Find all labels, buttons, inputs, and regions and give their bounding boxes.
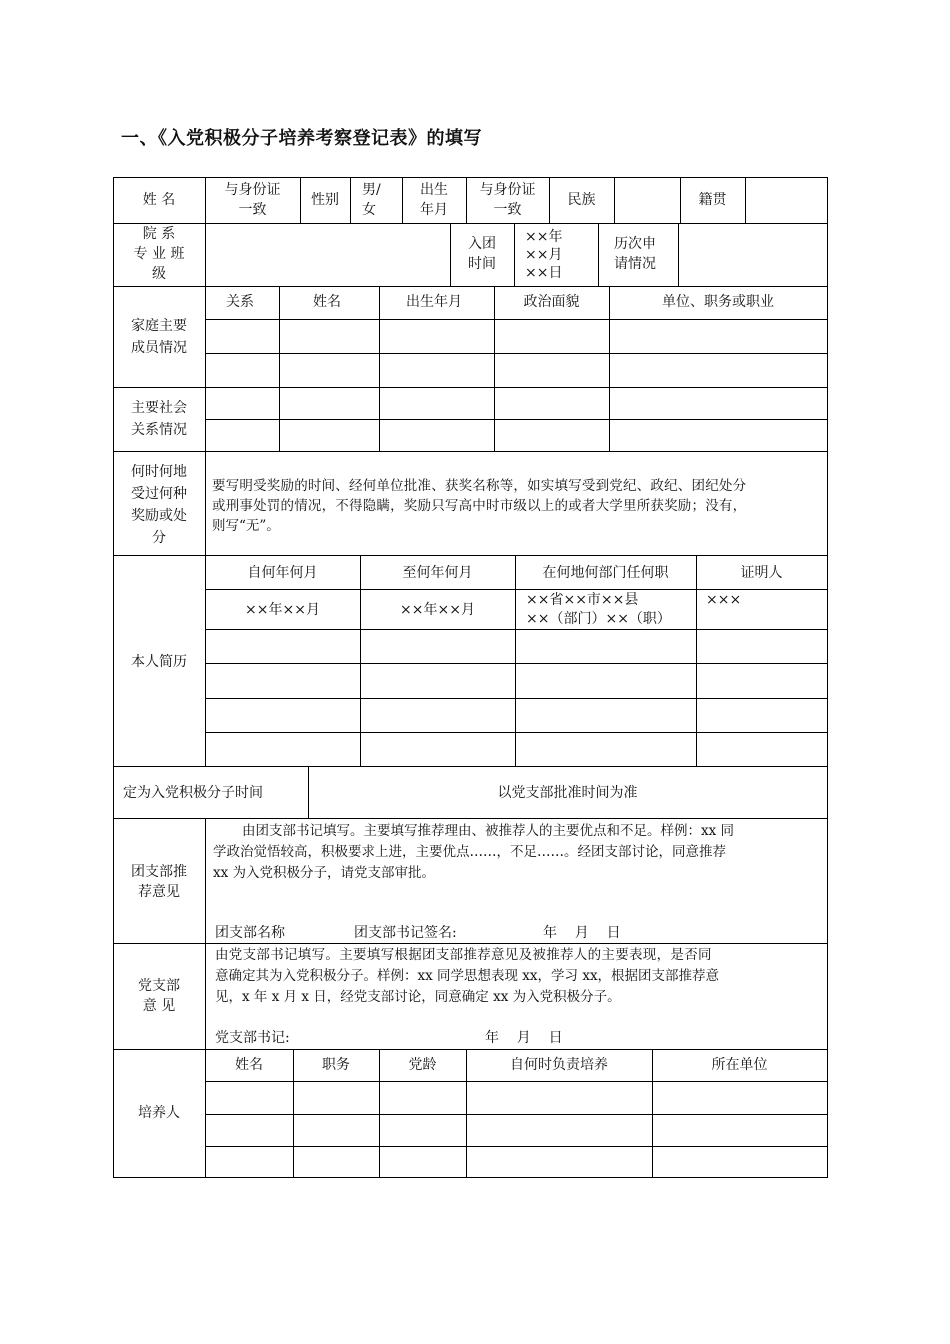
league-join-label-line1: 入团 — [468, 236, 496, 252]
trainer-header-unit: 所在单位 — [711, 1057, 768, 1073]
page-title: 一、《入党积极分子培养考察登记表》的填写 — [121, 128, 482, 149]
name-value-line1: 与身份证 — [224, 182, 281, 198]
awards-text-line1: 要写明受奖励的时间、经何单位批准、获奖名称等，如实填写受到党纪、政纪、团纪处分 — [212, 478, 747, 494]
family-header-political: 政治面貌 — [523, 294, 580, 310]
league-recommend-label-line1: 团支部推 — [131, 864, 187, 880]
department-label-line2: 专 业 班 — [133, 246, 185, 262]
league-join-label-line2: 时间 — [468, 256, 496, 272]
family-header-occupation: 单位、职务或职业 — [662, 294, 774, 310]
league-recommend-text-line1: 由团支部书记填写。主要填写推荐理由、被推荐人的主要优点和不足。样例：xx 同 — [242, 823, 735, 839]
awards-label-line2: 受过何种 — [131, 486, 187, 502]
awards-label-line4: 分 — [152, 530, 166, 546]
resume-header-from: 自何年何月 — [247, 565, 318, 581]
name-label: 姓 名 — [142, 192, 176, 208]
birth-value-line2: 一致 — [493, 202, 522, 218]
trainer-header-name: 姓名 — [235, 1057, 263, 1073]
awards-text-line3: 则写“无”。 — [212, 518, 280, 534]
resume-header-witness: 证明人 — [740, 565, 783, 581]
party-opinion-text-line2: 意确定其为入党积极分子。样例：xx 同学思想表现 xx，学习 xx，根据团支部推荐意 — [215, 968, 720, 984]
league-recommend-text-line2: 学政治觉悟较高，积极要求上进，主要优点……，不足……。经团支部讨论，同意推荐 — [213, 844, 726, 860]
resume-row1-from: ××年××月 — [245, 602, 320, 618]
trainer-header-party-age: 党龄 — [408, 1057, 437, 1073]
party-secretary-label: 党支部书记: — [215, 1030, 290, 1046]
party-opinion-text-line3: 见，x 年 x 月 x 日，经党支部讨论，同意确定 xx 为入党积极分子。 — [215, 989, 621, 1005]
trainer-header-since: 自何时负责培养 — [510, 1057, 608, 1073]
party-sign-date: 年 月 日 — [485, 1030, 563, 1046]
birth-label-line2: 年月 — [420, 202, 448, 218]
awards-label-line1: 何时何地 — [131, 464, 187, 480]
resume-header-position: 在何地何部门任何职 — [542, 565, 669, 581]
gender-label: 性别 — [311, 192, 339, 208]
family-header-name: 姓名 — [313, 294, 341, 310]
birth-label-line1: 出生 — [420, 182, 448, 198]
resume-label: 本人简历 — [131, 654, 187, 670]
party-opinion-text-line1: 由党支部书记填写。主要填写根据团支部推荐意见及被推荐人的主要表现，是否同 — [215, 947, 712, 963]
league-recommend-text-line3: xx 为入党积极分子，请党支部审批。 — [213, 865, 436, 881]
trainer-header-title: 职务 — [322, 1057, 350, 1073]
trainer-label: 培养人 — [138, 1105, 180, 1121]
league-sign-date: 年 月 日 — [543, 925, 621, 941]
league-join-value-line2: ××月 — [525, 247, 563, 263]
application-history-label-line2: 请情况 — [614, 256, 656, 272]
gender-value-line1: 男/ — [362, 182, 381, 198]
social-relations-label-line2: 关系情况 — [131, 422, 187, 438]
league-join-value-line3: ××日 — [525, 265, 563, 281]
family-header-birth: 出生年月 — [406, 294, 462, 310]
league-recommend-label-line2: 荐意见 — [138, 884, 180, 900]
league-join-value-line1: ××年 — [525, 229, 563, 245]
awards-text-line2: 或刑事处罚的情况，不得隐瞒，奖励只写高中时市级以上的或者大学里所获奖励；没有， — [212, 498, 747, 514]
resume-row1-position-line2: ××（部门）××（职） — [526, 611, 671, 627]
native-place-label: 籍贯 — [698, 192, 727, 208]
family-members-label-line2: 成员情况 — [131, 340, 187, 356]
league-secretary-signature-label: 团支部书记签名: — [354, 925, 457, 941]
activist-time-label: 定为入党积极分子时间 — [123, 785, 263, 801]
name-value-line2: 一致 — [238, 202, 267, 218]
league-branch-name-label: 团支部名称 — [215, 925, 285, 941]
resume-row1-witness: ××× — [706, 592, 742, 608]
party-opinion-label-line2: 意 见 — [142, 998, 176, 1014]
resume-row1-position-line1: ××省××市××县 — [526, 592, 639, 608]
ethnic-label: 民族 — [567, 192, 596, 208]
party-opinion-label-line1: 党支部 — [138, 978, 180, 994]
resume-header-to: 至何年何月 — [402, 565, 473, 581]
resume-row1-to: ××年××月 — [400, 602, 475, 618]
gender-value-line2: 女 — [362, 202, 376, 218]
application-history-label-line1: 历次申 — [614, 236, 656, 252]
family-header-relation: 关系 — [226, 294, 254, 310]
department-label-line3: 级 — [152, 266, 166, 282]
awards-label-line3: 奖励或处 — [131, 508, 187, 524]
social-relations-label-line1: 主要社会 — [131, 400, 187, 416]
department-label-line1: 院 系 — [142, 226, 176, 242]
birth-value-line1: 与身份证 — [479, 182, 536, 198]
family-members-label-line1: 家庭主要 — [131, 318, 187, 334]
activist-time-value: 以党支部批准时间为准 — [497, 785, 638, 801]
